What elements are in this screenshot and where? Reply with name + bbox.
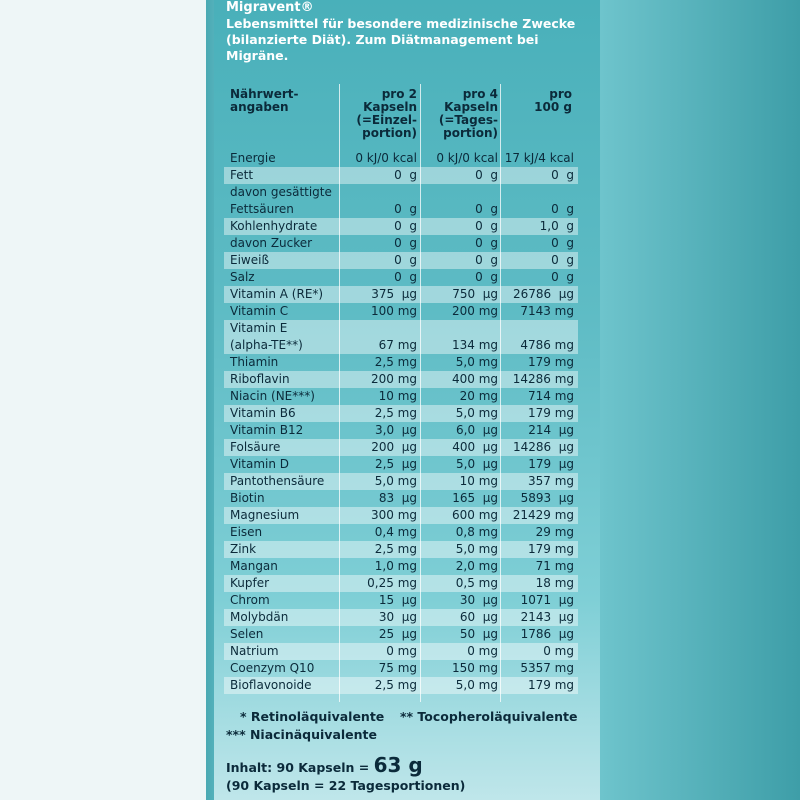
nutrient-name: Vitamin B12 <box>230 423 304 437</box>
nutrient-value-v1: 0,4 mg <box>374 525 417 539</box>
nutrient-name: Vitamin C <box>230 304 289 318</box>
nutrient-value-v1: 2,5 mg <box>374 406 417 420</box>
nutrient-value-v2: 5,0 mg <box>455 542 498 556</box>
nutrient-value-v3: 1786 µg <box>520 627 574 641</box>
nutrient-name: Vitamin E (alpha-TE**) <box>230 321 303 352</box>
table-row <box>224 167 578 184</box>
nutrient-value-v3: 0 g <box>551 253 574 267</box>
nutrient-value-v3: 1,0 g <box>539 219 574 233</box>
table-row <box>224 286 578 303</box>
nutrient-value-v1: 0 g <box>394 270 417 284</box>
nutrient-value-v2: 400 µg <box>452 440 498 454</box>
nutrient-name: Eiweiß <box>230 253 270 267</box>
nutrient-name: Bioflavonoide <box>230 678 312 692</box>
table-row <box>224 660 578 677</box>
nutrient-value-v1: 30 µg <box>378 610 417 624</box>
nutrient-value-v1: 0 g <box>394 219 417 233</box>
nutrient-value-v1: 5,0 mg <box>374 474 417 488</box>
nutrient-value-v2: 50 µg <box>459 627 498 641</box>
contents-portions: (90 Kapseln = 22 Tagesportionen) <box>226 778 466 793</box>
table-row <box>224 524 578 541</box>
table-row <box>224 575 578 592</box>
table-row <box>224 490 578 507</box>
table-row <box>224 422 578 439</box>
nutrient-value-v2: 2,0 mg <box>455 559 498 573</box>
nutrient-value-v1: 75 mg <box>378 661 417 675</box>
contents-weight: 63 g <box>373 753 423 777</box>
nutrient-value-v2: 6,0 µg <box>456 423 498 437</box>
table-row <box>224 218 578 235</box>
table-row <box>224 388 578 405</box>
nutrient-value-v1: 67 mg <box>378 338 417 352</box>
nutrient-name: davon Zucker <box>230 236 313 250</box>
nutrient-value-v2: 0 g <box>475 202 498 216</box>
nutrient-value-v2: 0 g <box>475 236 498 250</box>
table-row <box>224 677 578 694</box>
product-description-line1: Lebensmittel für besondere medizinische Zwecke <box>226 16 576 31</box>
nutrient-value-v3: 5893 µg <box>520 491 574 505</box>
nutrient-name: Kupfer <box>230 576 270 590</box>
nutrient-value-v2: 0 g <box>475 270 498 284</box>
nutrient-value-v3: 4786 mg <box>520 338 574 352</box>
nutrient-name: Niacin (NE***) <box>230 389 315 403</box>
contents-label: Inhalt: 90 Kapseln = <box>226 760 370 775</box>
nutrient-value-v3: 179 mg <box>527 542 574 556</box>
nutrient-value-v2: 0 mg <box>467 644 498 658</box>
nutrient-value-v3: 0 g <box>551 202 574 216</box>
nutrition-table <box>224 84 578 694</box>
nutrient-value-v3: 14286 mg <box>512 372 574 386</box>
nutrient-value-v3: 17 kJ/4 kcal <box>504 151 574 165</box>
nutrient-name: Zink <box>230 542 257 556</box>
table-row <box>224 150 578 167</box>
contents-info <box>226 753 596 795</box>
header-nutrients: Nährwert- angaben <box>230 87 299 114</box>
table-row <box>224 592 578 609</box>
nutrient-value-v2: 0,5 mg <box>455 576 498 590</box>
nutrient-value-v1: 83 µg <box>378 491 417 505</box>
nutrient-value-v3: 357 mg <box>527 474 574 488</box>
nutrient-value-v1: 0 g <box>394 168 417 182</box>
nutrient-value-v1: 0 g <box>394 253 417 267</box>
nutrient-value-v2: 400 mg <box>451 372 498 386</box>
header-per-4-capsules: pro 4 Kapseln (=Tages- portion) <box>438 87 498 140</box>
nutrient-name: Biotin <box>230 491 265 505</box>
nutrient-value-v1: 300 mg <box>370 508 417 522</box>
nutrient-value-v2: 0 kJ/0 kcal <box>436 151 498 165</box>
nutrient-value-v1: 375 µg <box>371 287 417 301</box>
table-row <box>224 473 578 490</box>
nutrient-value-v1: 200 mg <box>370 372 417 386</box>
nutrient-name: Molybdän <box>230 610 289 624</box>
nutrient-value-v3: 2143 µg <box>520 610 574 624</box>
nutrient-name: Coenzym Q10 <box>230 661 315 675</box>
nutrient-value-v2: 134 mg <box>451 338 498 352</box>
nutrient-name: Chrom <box>230 593 270 607</box>
nutrient-value-v3: 179 µg <box>528 457 574 471</box>
nutrient-name: Natrium <box>230 644 279 658</box>
table-row <box>224 252 578 269</box>
nutrient-value-v2: 200 mg <box>451 304 498 318</box>
nutrient-value-v3: 0 g <box>551 236 574 250</box>
header-per-2-capsules: pro 2 Kapseln (=Einzel- portion) <box>356 87 417 140</box>
product-description-line2: (bilanzierte Diät). Zum Diätmanagement bei Migräne. <box>226 32 539 63</box>
nutrient-name: Vitamin D <box>230 457 290 471</box>
nutrient-name: Salz <box>230 270 255 284</box>
nutrient-value-v1: 2,5 mg <box>374 542 417 556</box>
nutrient-name: davon gesättigte Fettsäuren <box>230 185 332 216</box>
table-row <box>224 507 578 524</box>
nutrient-value-v3: 29 mg <box>535 525 574 539</box>
nutrient-value-v3: 0 mg <box>543 644 574 658</box>
nutrient-value-v2: 5,0 mg <box>455 406 498 420</box>
table-row <box>224 184 578 218</box>
footnote-retinol: * Retinoläquivalente <box>240 709 385 724</box>
nutrient-value-v2: 5,0 mg <box>455 678 498 692</box>
nutrient-value-v3: 71 mg <box>535 559 574 573</box>
table-row <box>224 456 578 473</box>
nutrient-value-v3: 1071 µg <box>520 593 574 607</box>
nutrient-value-v1: 25 µg <box>378 627 417 641</box>
nutrient-name: Eisen <box>230 525 263 539</box>
nutrient-value-v1: 3,0 µg <box>375 423 417 437</box>
nutrient-name: Folsäure <box>230 440 281 454</box>
table-row <box>224 405 578 422</box>
table-row <box>224 303 578 320</box>
nutrient-value-v3: 714 mg <box>527 389 574 403</box>
nutrient-value-v3: 0 g <box>551 270 574 284</box>
nutrient-value-v2: 750 µg <box>452 287 498 301</box>
nutrient-value-v1: 2,5 µg <box>375 457 417 471</box>
nutrient-name: Mangan <box>230 559 278 573</box>
nutrient-value-v2: 5,0 µg <box>456 457 498 471</box>
nutrient-name: Vitamin A (RE*) <box>230 287 324 301</box>
nutrient-name: Vitamin B6 <box>230 406 296 420</box>
table-row <box>224 269 578 286</box>
nutrient-value-v3: 26786 µg <box>512 287 574 301</box>
table-row <box>224 643 578 660</box>
nutrient-name: Magnesium <box>230 508 300 522</box>
table-row <box>224 320 578 354</box>
nutrient-value-v2: 150 mg <box>451 661 498 675</box>
nutrient-value-v2: 0 g <box>475 219 498 233</box>
nutrient-value-v3: 179 mg <box>527 355 574 369</box>
table-row <box>224 541 578 558</box>
nutrient-name: Kohlenhydrate <box>230 219 318 233</box>
nutrient-value-v2: 0 g <box>475 168 498 182</box>
nutrient-value-v3: 21429 mg <box>512 508 574 522</box>
table-row <box>224 371 578 388</box>
nutrient-value-v3: 18 mg <box>535 576 574 590</box>
label-header <box>226 0 596 64</box>
nutrient-value-v2: 0 g <box>475 253 498 267</box>
nutrient-value-v3: 179 mg <box>527 406 574 420</box>
table-row <box>224 354 578 371</box>
nutrient-value-v1: 0 kJ/0 kcal <box>355 151 417 165</box>
nutrient-value-v2: 60 µg <box>459 610 498 624</box>
nutrient-value-v1: 0,25 mg <box>367 576 417 590</box>
table-row <box>224 235 578 252</box>
nutrient-value-v2: 5,0 mg <box>455 355 498 369</box>
brand-name: Migravent® <box>226 0 314 15</box>
table-body <box>224 150 578 694</box>
nutrient-value-v2: 30 µg <box>459 593 498 607</box>
nutrient-value-v2: 10 mg <box>459 474 498 488</box>
nutrient-value-v3: 0 g <box>551 168 574 182</box>
nutrient-value-v2: 165 µg <box>452 491 498 505</box>
nutrient-value-v1: 2,5 mg <box>374 355 417 369</box>
nutrient-name: Riboflavin <box>230 372 290 386</box>
footnotes <box>226 708 596 744</box>
footnote-niacin: *** Niacinäquivalente <box>226 727 378 742</box>
nutrient-value-v3: 214 µg <box>528 423 574 437</box>
table-row <box>224 626 578 643</box>
table-row <box>224 609 578 626</box>
nutrient-value-v1: 0 mg <box>386 644 417 658</box>
nutrient-value-v2: 20 mg <box>459 389 498 403</box>
nutrient-name: Selen <box>230 627 264 641</box>
footnote-tocopherol: ** Tocopheroläquivalente <box>400 709 578 724</box>
nutrient-value-v1: 100 mg <box>370 304 417 318</box>
nutrient-value-v3: 179 mg <box>527 678 574 692</box>
nutrient-name: Thiamin <box>230 355 279 369</box>
nutrient-value-v3: 5357 mg <box>520 661 574 675</box>
nutrient-value-v2: 0,8 mg <box>455 525 498 539</box>
nutrient-value-v3: 14286 µg <box>512 440 574 454</box>
table-row <box>224 439 578 456</box>
nutrient-value-v1: 2,5 mg <box>374 678 417 692</box>
nutrient-value-v1: 200 µg <box>371 440 417 454</box>
nutrient-value-v1: 10 mg <box>378 389 417 403</box>
nutrient-value-v3: 7143 mg <box>520 304 574 318</box>
nutrient-name: Fett <box>230 168 254 182</box>
header-per-100g: pro 100 g <box>534 87 572 114</box>
nutrient-value-v1: 0 g <box>394 236 417 250</box>
table-row <box>224 558 578 575</box>
nutrient-value-v2: 600 mg <box>451 508 498 522</box>
nutrient-value-v1: 0 g <box>394 202 417 216</box>
nutrient-name: Energie <box>230 151 276 165</box>
nutrient-value-v1: 15 µg <box>378 593 417 607</box>
nutrient-value-v1: 1,0 mg <box>374 559 417 573</box>
table-header <box>224 84 578 150</box>
nutrient-name: Pantothensäure <box>230 474 325 488</box>
